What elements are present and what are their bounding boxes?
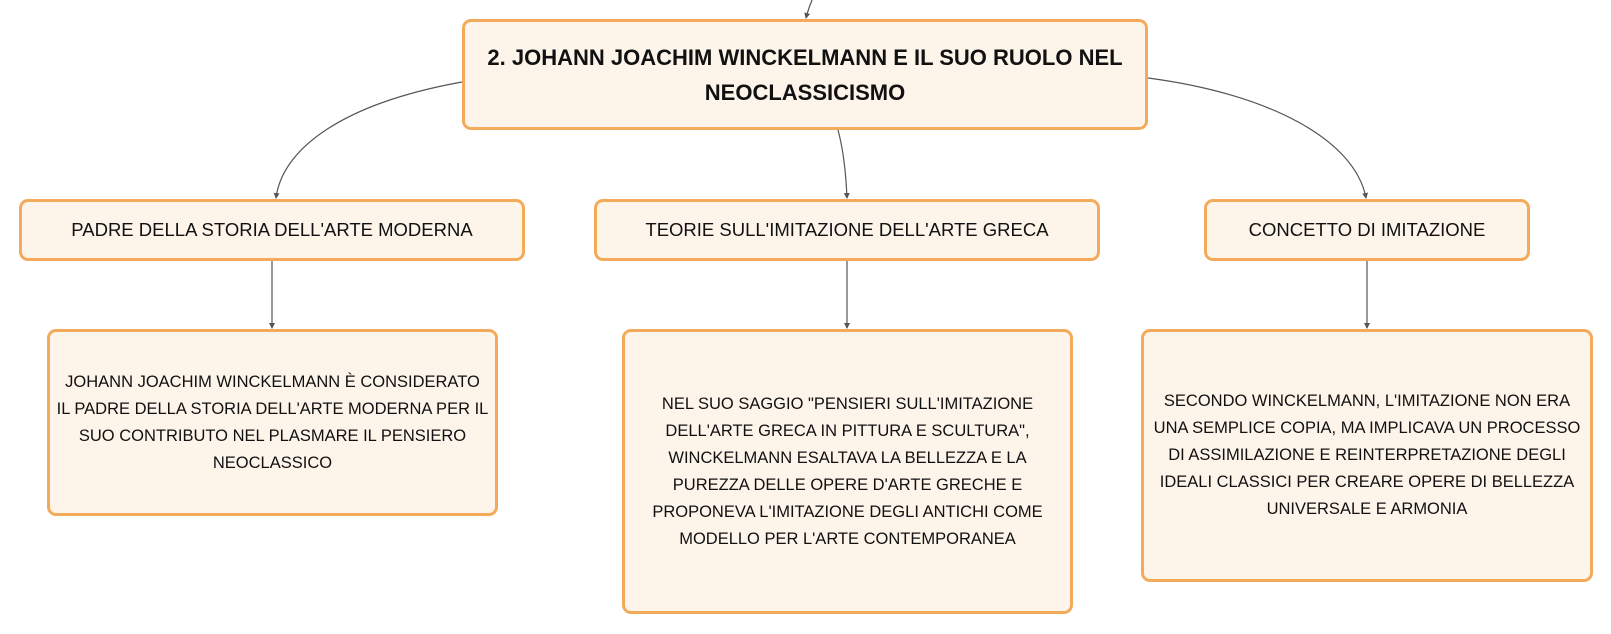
connector-root-to-branch-1: [276, 82, 462, 198]
connector-root-to-branch-2: [838, 130, 847, 198]
branch-label: CONCETTO DI IMITAZIONE: [1248, 219, 1486, 240]
detail-node-teorie-imitazione[interactable]: [622, 329, 1073, 614]
detail-text: NEL SUO SAGGIO "PENSIERI SULL'IMITAZIONE DELL'ARTE GRECA IN PITTURA E SCULTURA", WINCKELMANN ESALTAVA LA BELLEZZA E LA PUREZZA DELLE OPERE D'ARTE GRECHE E PROPONEVA L'IMITAZIONE DEGLI ANTICHI COME MODELLO PER L'ARTE CONTEMPORANEA: [652, 394, 1043, 548]
detail-text: JOHANN JOACHIM WINCKELMANN È CONSIDERATO IL PADRE DELLA STORIA DELL'ARTE MODERNA PER IL SUO CONTRIBUTO NEL PLASMARE IL PENSIERO NEOCLASSICO: [56, 372, 489, 472]
branch-label: TEORIE SULL'IMITAZIONE DELL'ARTE GRECA: [645, 219, 1049, 240]
root-topic-node[interactable]: [462, 19, 1148, 130]
connector-root-to-branch-3: [1148, 78, 1366, 198]
connector-parent-to-root: [806, 0, 812, 18]
detail-node-padre-storia-arte[interactable]: [47, 329, 498, 516]
branch-label: PADRE DELLA STORIA DELL'ARTE MODERNA: [71, 219, 473, 240]
branch-node-teorie-imitazione[interactable]: [594, 199, 1100, 261]
branch-node-padre-storia-arte[interactable]: [19, 199, 525, 261]
branch-node-concetto-imitazione[interactable]: [1204, 199, 1530, 261]
detail-text: SECONDO WINCKELMANN, L'IMITAZIONE NON ERA UNA SEMPLICE COPIA, MA IMPLICAVA UN PROCESSO DI ASSIMILAZIONE E REINTERPRETAZIONE DEGLI IDEALI CLASSICI PER CREARE OPERE DI BELLEZZA UNIVERSALE E ARMONIA: [1153, 392, 1581, 518]
root-topic-label: 2. JOHANN JOACHIM WINCKELMANN E IL SUO RUOLO NEL NEOCLASSICISMO: [487, 44, 1123, 105]
detail-node-concetto-imitazione[interactable]: [1141, 329, 1593, 582]
